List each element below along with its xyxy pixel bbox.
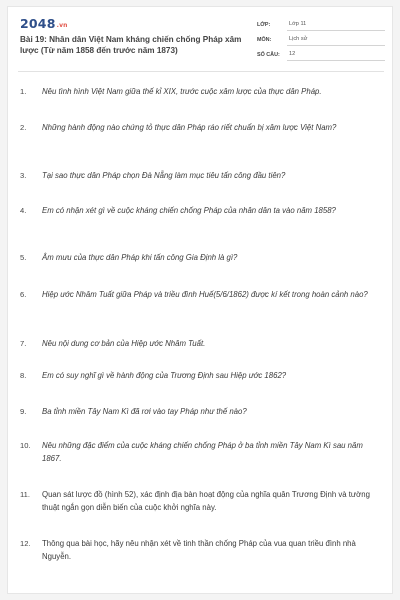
meta-value: Lớp 11 <box>287 16 385 31</box>
question-text: Những hành động nào chứng tỏ thực dân Pháp ráo riết chuẩn bị xâm lược Việt Nam? <box>42 123 337 132</box>
question-item <box>20 440 380 465</box>
question-item <box>20 370 380 383</box>
question-number: 4. <box>20 206 27 215</box>
question-text: Quan sát lược đồ (hình 52), xác định địa bàn hoạt động của nghĩa quân Trương Định và tường thuật ngắn gọn diễn biến của cuộc khởi nghĩa này. <box>42 490 370 512</box>
question-text: Em có nhận xét gì về cuộc kháng chiến chống Pháp của nhân dân ta vào năm 1858? <box>42 206 336 215</box>
question-item <box>20 170 380 183</box>
meta-label: LỚP: <box>257 22 271 28</box>
question-number: 7. <box>20 339 27 348</box>
worksheet-page <box>7 6 393 594</box>
logo-text: 2048 <box>20 16 56 31</box>
question-number: 1. <box>20 87 27 96</box>
question-number: 10. <box>20 441 31 450</box>
question-number: 5. <box>20 253 27 262</box>
question-item <box>20 205 380 218</box>
question-text: Ba tỉnh miền Tây Nam Kì đã rơi vào tay Pháp như thế nào? <box>42 407 247 416</box>
logo-suffix: .vn <box>56 22 68 29</box>
question-text: Âm mưu của thực dân Pháp khi tấn công Gia Định là gì? <box>42 253 238 262</box>
meta-value: 12 <box>287 46 385 61</box>
question-item <box>20 406 380 419</box>
question-item <box>20 252 380 265</box>
question-item <box>20 289 380 302</box>
meta-value: Lịch sử <box>287 31 385 46</box>
question-text: Nêu những đặc điểm của cuộc kháng chiến chống Pháp ở ba tỉnh miền Tây Nam Kì sau năm 1867. <box>42 441 363 463</box>
question-item <box>20 86 380 99</box>
question-number: 9. <box>20 407 27 416</box>
question-item <box>20 122 380 135</box>
question-number: 8. <box>20 371 27 380</box>
question-text: Em có suy nghĩ gì về hành động của Trương Định sau Hiệp ước 1862? <box>42 371 287 380</box>
question-number: 3. <box>20 171 27 180</box>
meta-label: MÔN: <box>257 37 272 43</box>
question-list <box>8 7 394 595</box>
question-text: Nêu tình hình Việt Nam giữa thế kỉ XIX, trước cuộc xâm lược của thực dân Pháp. <box>42 87 322 96</box>
question-item <box>20 538 380 563</box>
question-item <box>20 489 380 514</box>
question-number: 6. <box>20 290 27 299</box>
question-text: Tại sao thực dân Pháp chọn Đà Nẵng làm mục tiêu tấn công đầu tiên? <box>42 171 286 180</box>
question-number: 12. <box>20 539 31 548</box>
question-text: Hiệp ước Nhâm Tuất giữa Pháp và triều đình Huế(5/6/1862) được kí kết trong hoàn cảnh nào? <box>42 290 368 299</box>
question-number: 11. <box>20 490 30 499</box>
question-number: 2. <box>20 123 27 132</box>
question-item <box>20 338 380 351</box>
meta-label: SỐ CÂU: <box>257 52 280 58</box>
question-text: Nêu nội dung cơ bản của Hiệp ước Nhâm Tuất. <box>42 339 206 348</box>
question-text: Thông qua bài học, hãy nêu nhận xét về tinh thần chống Pháp của vua quan triều đình nhà Nguyễn. <box>42 539 356 561</box>
lesson-title: Bài 19: Nhân dân Việt Nam kháng chiến chống Pháp xâm lược (Từ năm 1858 đến trước năm 1873) <box>20 35 242 55</box>
